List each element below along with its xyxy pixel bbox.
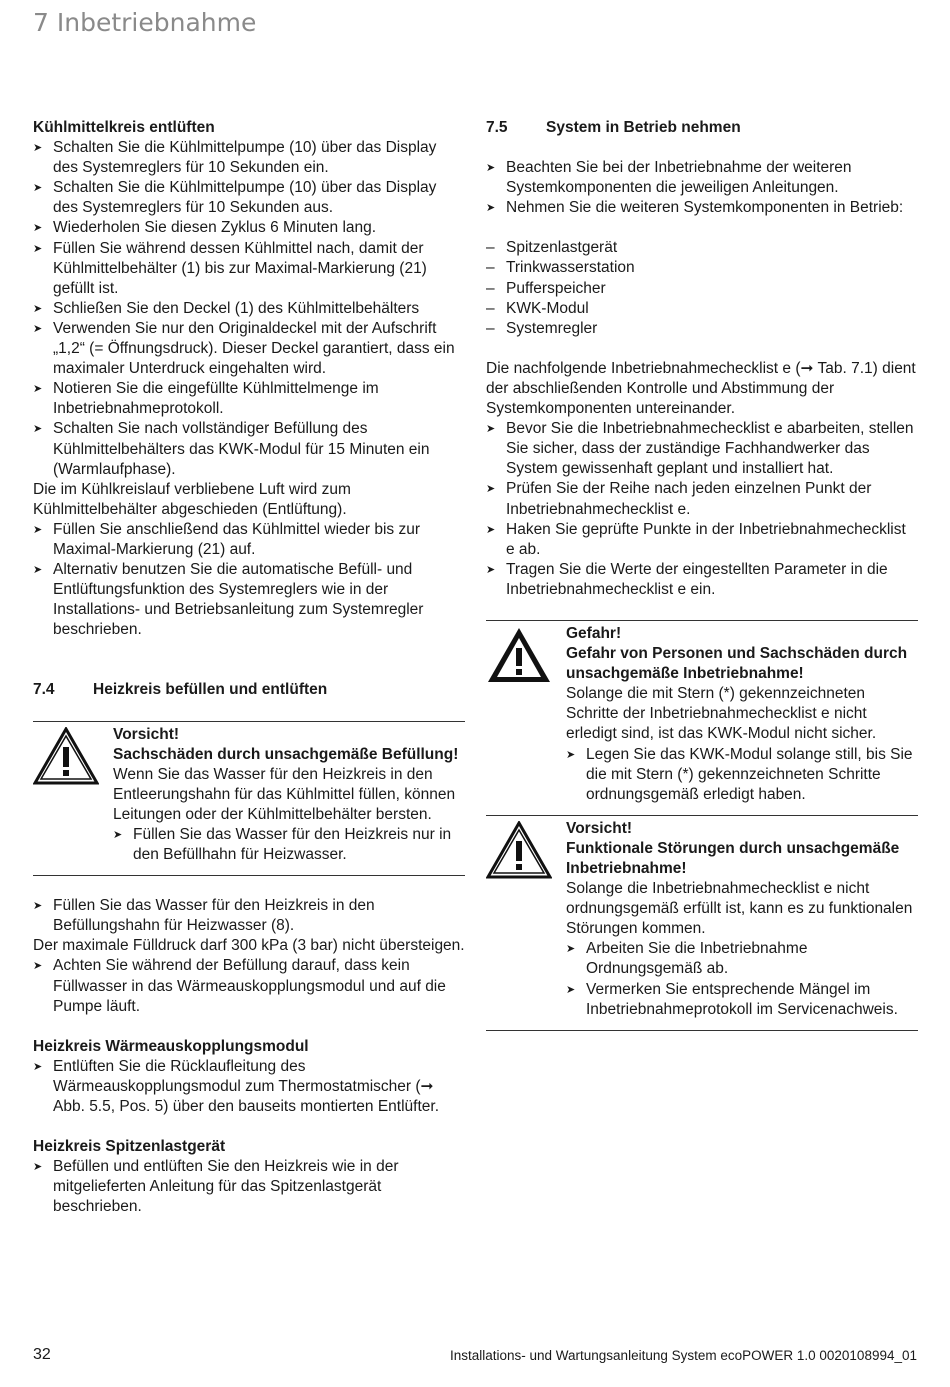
section-heading: Heizkreis Wärmeauskopplungsmodul <box>33 1037 309 1055</box>
list-item: ➤ Arbeiten Sie die Inbetriebnahme Ordnungsgemäß ab. <box>566 939 918 979</box>
list-item: – Pufferspeicher <box>486 279 918 299</box>
section-number: 7.4 <box>33 681 55 699</box>
caution-title: Sachschäden durch unsachgemäße Befüllung! <box>113 745 459 763</box>
section-heading: Kühlmittelkreis entlüften <box>33 119 215 136</box>
document-footer: Installations- und Wartungsanleitung System ecoPOWER 1.0 0020108994_01 <box>449 1348 917 1363</box>
caution-text: Solange die Inbetriebnahmechecklist e nicht ordnungsgemäß erfüllt ist, kann es zu funktionalen Störungen kommen. <box>566 880 913 938</box>
paragraph: Der maximale Fülldruck darf 300 kPa (3 bar) nicht übersteigen. <box>33 937 465 955</box>
component-list <box>486 238 918 338</box>
danger-text: Solange die mit Stern (*) gekennzeichneten Schritte der Inbetriebnahmechecklist e nicht erledigt sind, ist das KWK-Modul nicht sicher. <box>566 685 877 743</box>
list-item: ➤ Füllen Sie während dessen Kühlmittel nach, damit der Kühlmittelbehälter (1) bis zur Maximal-Markierung (21) gefüllt ist. <box>33 239 465 299</box>
list-item: ➤ Füllen Sie das Wasser für den Heizkreis in den Befüllungshahn für Heizwasser (8). <box>33 896 465 936</box>
list-item: ➤ Alternativ benutzen Sie die automatische Befüll- und Entlüftungsfunktion des Systemreglers wie in der Installations- und Betriebsanleitung zum Systemregler beschrieben. <box>33 560 465 640</box>
caution-label: Vorsicht! <box>566 819 633 837</box>
section-title: System in Betrieb nehmen <box>546 119 741 136</box>
section-number: 7.5 <box>486 119 508 136</box>
caution-box <box>33 721 465 877</box>
instruction-list <box>486 158 918 218</box>
list-item: – Trinkwasserstation <box>486 258 918 278</box>
danger-label: Gefahr! <box>566 624 622 642</box>
list-item: ➤ Befüllen und entlüften Sie den Heizkreis wie in der mitgelieferten Anleitung für das Spitzenlastgerät beschrieben. <box>33 1157 465 1217</box>
caution-text: Wenn Sie das Wasser für den Heizkreis in den Entleerungshahn für das Kühlmittel füllen, können Leitungen oder der Kühlmittelbehälter bersten. <box>113 765 456 823</box>
list-item: ➤ Haken Sie geprüfte Punkte in der Inbetriebnahmechecklist e ab. <box>486 520 918 560</box>
instruction-list <box>33 520 465 641</box>
list-item: ➤ Verwenden Sie nur den Originaldeckel mit der Aufschrift „1,2“ (= Öffnungsdruck). Dieser Deckel garantiert, dass ein maximaler Unterdruck eingehalten wird. <box>33 319 465 379</box>
chapter-title: 7 Inbetriebnahme <box>33 8 257 37</box>
paragraph: Die im Kühlkreislauf verbliebene Luft wird zum Kühlmittelbehälter abgeschieden (Entlüftung). <box>33 480 351 518</box>
page-number: 32 <box>33 1346 51 1363</box>
instruction-list <box>33 138 465 480</box>
warning-triangle-icon <box>486 624 566 805</box>
right-column <box>486 118 918 1031</box>
caution-box <box>486 816 918 1031</box>
caution-title: Funktionale Störungen durch unsachgemäße Inbetriebnahme! <box>566 839 900 877</box>
list-item: ➤ Vermerken Sie entsprechende Mängel im Inbetriebnahmeprotokoll im Servicenachweis. <box>566 980 918 1020</box>
danger-title: Gefahr von Personen und Sachschäden durch unsachgemäße Inbetriebnahme! <box>566 645 908 683</box>
section-title: Heizkreis befüllen und entlüften <box>93 681 328 699</box>
list-item: ➤ Notieren Sie die eingefüllte Kühlmittelmenge im Inbetriebnahmeprotokoll. <box>33 379 465 419</box>
list-item: ➤ Schalten Sie nach vollständiger Befüllung des Kühlmittelbehälters das KWK-Modul für 15 Minuten ein (Warmlaufphase). <box>33 419 465 479</box>
section-heading: Heizkreis Spitzenlastgerät <box>33 1138 226 1156</box>
list-item: ➤ Nehmen Sie die weiteren Systemkomponenten in Betrieb: <box>486 198 918 218</box>
list-item: ➤ Tragen Sie die Werte der eingestellten Parameter in die Inbetriebnahmechecklist e ein. <box>486 560 918 600</box>
list-item: ➤ Prüfen Sie der Reihe nach jeden einzelnen Punkt der Inbetriebnahmechecklist e. <box>486 479 918 519</box>
warning-triangle-icon <box>33 725 113 866</box>
paragraph: Die nachfolgende Inbetriebnahmechecklist e (➞ Tab. 7.1) dient der abschließenden Kontrolle und Abstimmung der Systemkomponenten untereinander. <box>486 359 916 418</box>
list-item: ➤ Bevor Sie die Inbetriebnahmechecklist e abarbeiten, stellen Sie sicher, dass der zuständige Fachhandwerker das System gewissenhaft geplant und installiert hat. <box>486 419 918 479</box>
list-item: ➤ Schalten Sie die Kühlmittelpumpe (10) über das Display des Systemreglers für 10 Sekunden aus. <box>33 178 465 218</box>
list-item: ➤ Schließen Sie den Deckel (1) des Kühlmittelbehälters <box>33 299 465 319</box>
section-7-5-heading <box>486 118 918 138</box>
list-item: ➤ Schalten Sie die Kühlmittelpumpe (10) über das Display des Systemreglers für 10 Sekunden ein. <box>33 138 465 178</box>
danger-box <box>486 620 918 816</box>
left-column <box>33 118 465 1218</box>
list-item: ➤ Achten Sie während der Befüllung darauf, dass kein Füllwasser in das Wärmeauskopplungsmodul und auf die Pumpe läuft. <box>33 956 465 1016</box>
caution-label: Vorsicht! <box>113 725 180 743</box>
warning-triangle-icon <box>486 819 566 1020</box>
list-item: – KWK-Modul <box>486 299 918 319</box>
list-item: ➤ Entlüften Sie die Rücklaufleitung des Wärmeauskopplungsmodul zum Thermostatmischer (➞ Abb. 5.5, Pos. 5) über den bauseits montierten Entlüfter. <box>33 1057 465 1117</box>
list-item: – Systemregler <box>486 319 918 339</box>
instruction-list <box>486 419 918 600</box>
list-item: ➤ Wiederholen Sie diesen Zyklus 6 Minuten lang. <box>33 218 465 238</box>
list-item: ➤ Füllen Sie das Wasser für den Heizkreis nur in den Befüllhahn für Heizwasser. <box>113 825 465 865</box>
section-7-4-heading <box>33 680 465 700</box>
list-item: – Spitzenlastgerät <box>486 238 918 258</box>
list-item: ➤ Legen Sie das KWK-Modul solange still, bis Sie die mit Stern (*) gekennzeichneten Schritte ordnungsgemäß erledigt haben. <box>566 745 918 805</box>
list-item: ➤ Beachten Sie bei der Inbetriebnahme der weiteren Systemkomponenten die jeweiligen Anleitungen. <box>486 158 918 198</box>
list-item: ➤ Füllen Sie anschließend das Kühlmittel wieder bis zur Maximal-Markierung (21) auf. <box>33 520 465 560</box>
